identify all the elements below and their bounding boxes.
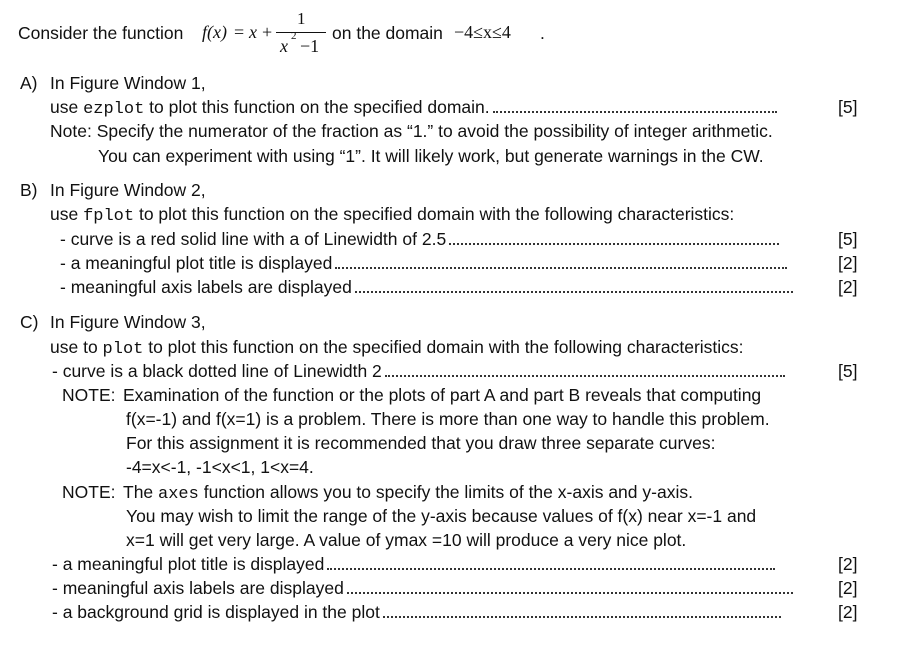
list-item-text: - a meaningful plot title is displayed [52, 554, 325, 574]
part-b-line2-post: to plot this function on the specified domain with the following characteristics: [134, 204, 735, 224]
part-a-line2-pre: use [50, 97, 84, 117]
intro-lead: Consider the function [18, 23, 184, 43]
list-item-points: [2] [838, 554, 858, 574]
part-c-line2-post: to plot this function on the specified domain with the following characteristics: [143, 337, 744, 357]
list-item-points: [2] [838, 253, 858, 273]
domain-text: on the domain [332, 23, 443, 43]
list-item [52, 361, 785, 381]
part-a-letter: A) [20, 73, 38, 93]
leader-dots [335, 267, 787, 269]
part-a-note-cont: You can experiment with using “1”. It will likely work, but generate warnings in the CW. [98, 146, 764, 166]
note2-label: NOTE: [62, 482, 116, 502]
part-c-letter: C) [20, 312, 39, 332]
leader-dots [385, 375, 785, 377]
list-item-points: [5] [838, 361, 858, 381]
part-c-line2 [50, 337, 744, 360]
list-item-points: [2] [838, 602, 858, 622]
intro-period: . [540, 23, 545, 43]
note1-line: For this assignment it is recommended that you draw three separate curves: [126, 433, 716, 453]
fraction-denominator-rest: −1 [300, 36, 320, 56]
axes-code: axes [158, 485, 199, 504]
part-b-line2-pre: use [50, 204, 84, 224]
list-item-text: - a background grid is displayed in the plot [52, 602, 380, 622]
plus-sign: + [262, 22, 273, 42]
leader-dots [327, 568, 775, 570]
ezplot-code: ezplot [83, 100, 145, 119]
note2-line [123, 482, 693, 505]
note1-label: NOTE: [62, 385, 116, 405]
part-a-line2 [50, 97, 777, 120]
variable-x: x [249, 22, 257, 42]
note1-line: Examination of the function or the plots of part A and part B reveals that computing [123, 385, 762, 405]
list-item [60, 229, 779, 249]
leader-dots [493, 111, 777, 113]
list-item-points: [2] [838, 578, 858, 598]
fraction-numerator: 1 [297, 9, 306, 28]
leader-dots [355, 291, 793, 293]
note2-line: x=1 will get very large. A value of ymax =10 will produce a very nice plot. [126, 530, 687, 550]
note1-line: -4=x<-1, -1<x<1, 1<x=4. [126, 457, 314, 477]
list-item [60, 253, 787, 273]
part-b-letter: B) [20, 180, 38, 200]
equals-sign: = [234, 22, 245, 42]
fraction-bar [276, 32, 326, 33]
part-a-note: Note: Specify the numerator of the fraction as “1.” to avoid the possibility of integer arithmetic. [50, 121, 773, 141]
domain-expression: −4≤x≤4 [454, 22, 511, 42]
list-item [52, 578, 793, 598]
leader-dots [347, 592, 793, 594]
list-item-points: [2] [838, 277, 858, 297]
fraction-denominator-exponent: 2 [291, 30, 297, 42]
part-c-line2-pre: use to [50, 337, 103, 357]
list-item [52, 554, 775, 574]
note2-post: function allows you to specify the limits of the x-axis and y-axis. [198, 482, 693, 502]
list-item-text: - curve is a red solid line with a of Linewidth of 2.5 [60, 229, 447, 249]
fplot-code: fplot [83, 207, 135, 226]
note2-line: You may wish to limit the range of the y-axis because values of f(x) near x=-1 and [126, 506, 757, 526]
list-item [52, 602, 781, 622]
list-item [60, 277, 793, 297]
part-b-line1: In Figure Window 2, [50, 180, 206, 200]
part-b-line2 [50, 204, 734, 227]
note2-pre: The [123, 482, 159, 502]
list-item-text: - meaningful axis labels are displayed [52, 578, 344, 598]
part-a-points: [5] [838, 97, 858, 117]
list-item-text: - meaningful axis labels are displayed [60, 277, 352, 297]
list-item-points: [5] [838, 229, 858, 249]
part-a-line2-post: to plot this function on the specified domain. [144, 97, 490, 117]
fraction-denominator-x: x [280, 36, 288, 56]
list-item-text: - curve is a black dotted line of Linewidth 2 [52, 361, 382, 381]
note1-line: f(x=-1) and f(x=1) is a problem. There is more than one way to handle this problem. [126, 409, 770, 429]
leader-dots [383, 616, 781, 618]
list-item-text: - a meaningful plot title is displayed [60, 253, 333, 273]
plot-code: plot [102, 340, 144, 359]
part-c-line1: In Figure Window 3, [50, 312, 206, 332]
leader-dots [449, 243, 779, 245]
function-name: f(x) [202, 22, 227, 42]
part-a-line1: In Figure Window 1, [50, 73, 206, 93]
